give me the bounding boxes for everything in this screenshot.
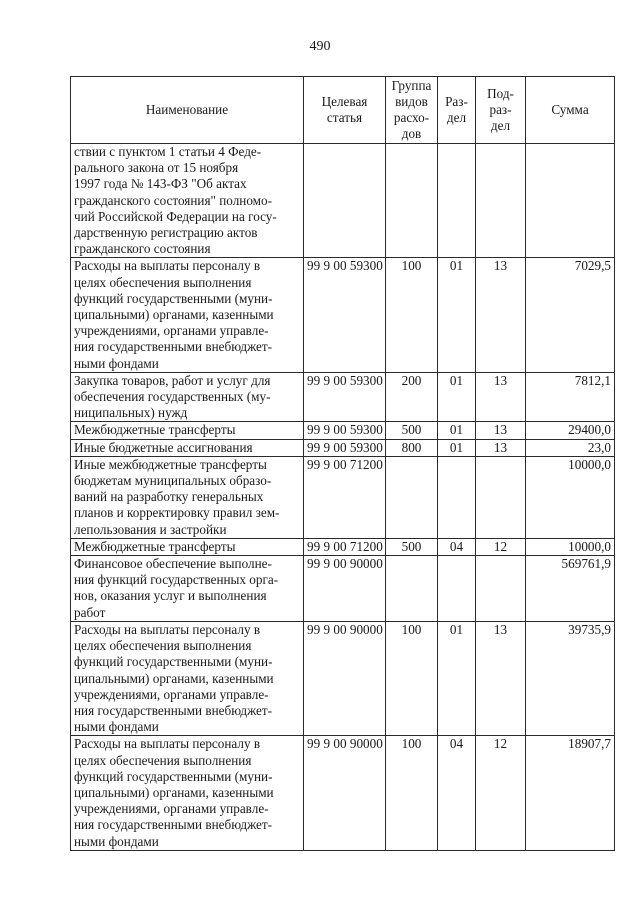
section-cell: 04 xyxy=(438,538,476,555)
target-cell: 99 9 00 71200 xyxy=(304,538,386,555)
name-line: Закупка товаров, работ и услуг для xyxy=(74,372,271,388)
name-line: целях обеспечения выполнения xyxy=(74,752,252,768)
table-row xyxy=(71,736,615,850)
name-line: планов и корректировку правил зем- xyxy=(74,505,280,521)
table-row xyxy=(71,538,615,555)
section-cell: 04 xyxy=(438,736,476,850)
group-cell: 100 xyxy=(386,621,438,735)
header-line: Раз- xyxy=(445,93,468,109)
header-line: Группа xyxy=(391,77,432,93)
group-cell: 500 xyxy=(386,538,438,555)
name-line: целях обеспечения выполнения xyxy=(74,638,252,654)
subsection-cell: 12 xyxy=(476,736,526,850)
group-cell xyxy=(386,456,438,538)
header-subsection xyxy=(476,77,526,144)
table-header-row xyxy=(71,77,615,144)
name-line: рального закона от 15 ноября xyxy=(74,160,239,176)
subsection-cell: 13 xyxy=(476,621,526,735)
group-cell: 800 xyxy=(386,439,438,456)
target-cell: 99 9 00 59300 xyxy=(304,372,386,422)
name-line: ниципальных) нужд xyxy=(74,405,188,421)
name-cell xyxy=(71,538,304,555)
name-line: ципальными) органами, казенными xyxy=(74,670,274,686)
table-row xyxy=(71,439,615,456)
sum-cell: 23,0 xyxy=(526,439,615,456)
table-row xyxy=(71,556,615,622)
header-line: Целевая xyxy=(321,93,368,109)
name-line: ния государственными внебюджет- xyxy=(74,339,273,355)
name-line: Расходы на выплаты персоналу в xyxy=(74,621,261,637)
subsection-cell xyxy=(476,456,526,538)
target-cell: 99 9 00 59300 xyxy=(304,439,386,456)
sum-cell: 18907,7 xyxy=(526,736,615,850)
subsection-cell: 13 xyxy=(476,258,526,372)
header-line: видов xyxy=(395,93,428,109)
header-line: расхо- xyxy=(393,110,430,125)
name-line: 1997 года № 143-ФЗ "Об актах xyxy=(74,176,247,192)
table-row xyxy=(71,422,615,439)
name-line: ствии с пунктом 1 статьи 4 Феде- xyxy=(74,144,262,159)
budget-table xyxy=(70,76,615,851)
name-line: лепользования и застройки xyxy=(74,521,227,537)
group-cell xyxy=(386,556,438,622)
subsection-cell: 13 xyxy=(476,439,526,456)
table-row xyxy=(71,372,615,422)
sum-cell: 10000,0 xyxy=(526,456,615,538)
section-cell: 01 xyxy=(438,372,476,422)
name-cell xyxy=(71,736,304,850)
subsection-cell xyxy=(476,556,526,622)
header-section xyxy=(438,77,476,144)
sum-cell: 7029,5 xyxy=(526,258,615,372)
header-line: дов xyxy=(401,126,422,142)
section-cell xyxy=(438,556,476,622)
subsection-cell: 13 xyxy=(476,422,526,439)
name-line: обеспечения государственных (му- xyxy=(74,389,271,405)
name-line: Финансовое обеспечение выполне- xyxy=(74,556,272,572)
name-cell xyxy=(71,422,304,439)
name-line: ными фондами xyxy=(74,833,159,849)
sum-cell: 569761,9 xyxy=(526,556,615,622)
name-line: Межбюджетные трансферты xyxy=(74,422,236,438)
header-sum: Сумма xyxy=(526,77,615,144)
name-line: Расходы на выплаты персоналу в xyxy=(74,258,261,274)
section-cell: 01 xyxy=(438,258,476,372)
name-line: учреждениями, органами управле- xyxy=(74,323,269,339)
target-cell: 99 9 00 90000 xyxy=(304,556,386,622)
name-line: функций государственными (муни- xyxy=(74,654,273,670)
section-cell xyxy=(438,144,476,258)
target-cell: 99 9 00 59300 xyxy=(304,258,386,372)
table-row xyxy=(71,621,615,735)
name-line: Расходы на выплаты персоналу в xyxy=(74,736,261,752)
name-line: гражданского состояния" полномо- xyxy=(74,192,273,208)
header-target xyxy=(304,77,386,144)
name-line: учреждениями, органами управле- xyxy=(74,686,269,702)
header-line: дел xyxy=(446,110,467,125)
name-line: работ xyxy=(74,604,106,620)
target-cell: 99 9 00 71200 xyxy=(304,456,386,538)
header-line: раз- xyxy=(489,101,512,117)
subsection-cell: 13 xyxy=(476,372,526,422)
group-cell: 100 xyxy=(386,258,438,372)
name-line: ными фондами xyxy=(74,355,159,371)
target-cell: 99 9 00 59300 xyxy=(304,422,386,439)
name-line: чий Российской Федерации на госу- xyxy=(74,208,277,224)
subsection-cell xyxy=(476,144,526,258)
group-cell: 200 xyxy=(386,372,438,422)
name-line: функций государственными (муни- xyxy=(74,290,273,306)
name-line: нов, оказания услуг и выполнения xyxy=(74,588,267,604)
page-number: 490 xyxy=(309,39,331,54)
table-row xyxy=(71,456,615,538)
name-line: Иные межбюджетные трансферты xyxy=(74,456,267,472)
name-cell xyxy=(71,372,304,422)
name-line: функций государственными (муни- xyxy=(74,768,273,784)
section-cell: 01 xyxy=(438,439,476,456)
table-row xyxy=(71,258,615,372)
name-cell xyxy=(71,439,304,456)
header-line: Под- xyxy=(487,85,514,101)
name-line: бюджетам муниципальных образо- xyxy=(74,473,272,489)
name-cell xyxy=(71,144,304,258)
group-cell xyxy=(386,144,438,258)
sum-cell xyxy=(526,144,615,258)
sum-cell: 7812,1 xyxy=(526,372,615,422)
sum-cell: 39735,9 xyxy=(526,621,615,735)
name-cell xyxy=(71,621,304,735)
group-cell: 500 xyxy=(386,422,438,439)
name-line: ваний на разработку генеральных xyxy=(74,489,264,505)
sum-cell: 29400,0 xyxy=(526,422,615,439)
header-line: статья xyxy=(326,110,363,125)
subsection-cell: 12 xyxy=(476,538,526,555)
name-line: ния функций государственных орга- xyxy=(74,572,279,588)
header-line: дел xyxy=(490,118,511,134)
section-cell xyxy=(438,456,476,538)
name-cell xyxy=(71,556,304,622)
header-group xyxy=(386,77,438,144)
name-line: ципальными) органами, казенными xyxy=(74,784,274,800)
name-cell xyxy=(71,456,304,538)
target-cell xyxy=(304,144,386,258)
table-body xyxy=(71,144,615,851)
group-cell: 100 xyxy=(386,736,438,850)
section-cell: 01 xyxy=(438,621,476,735)
header-name: Наименование xyxy=(71,77,304,144)
section-cell: 01 xyxy=(438,422,476,439)
name-line: Иные бюджетные ассигнования xyxy=(74,439,253,455)
name-cell xyxy=(71,258,304,372)
name-line: ными фондами xyxy=(74,719,159,735)
name-line: дарственную регистрацию актов xyxy=(74,225,258,241)
target-cell: 99 9 00 90000 xyxy=(304,621,386,735)
target-cell: 99 9 00 90000 xyxy=(304,736,386,850)
name-line: учреждениями, органами управле- xyxy=(74,801,269,817)
name-line: целях обеспечения выполнения xyxy=(74,274,252,290)
table-row xyxy=(71,144,615,258)
name-line: гражданского состояния xyxy=(74,241,211,257)
sum-cell: 10000,0 xyxy=(526,538,615,555)
name-line: ния государственными внебюджет- xyxy=(74,702,273,718)
name-line: Межбюджетные трансферты xyxy=(74,538,236,554)
name-line: ния государственными внебюджет- xyxy=(74,817,273,833)
name-line: ципальными) органами, казенными xyxy=(74,307,274,323)
